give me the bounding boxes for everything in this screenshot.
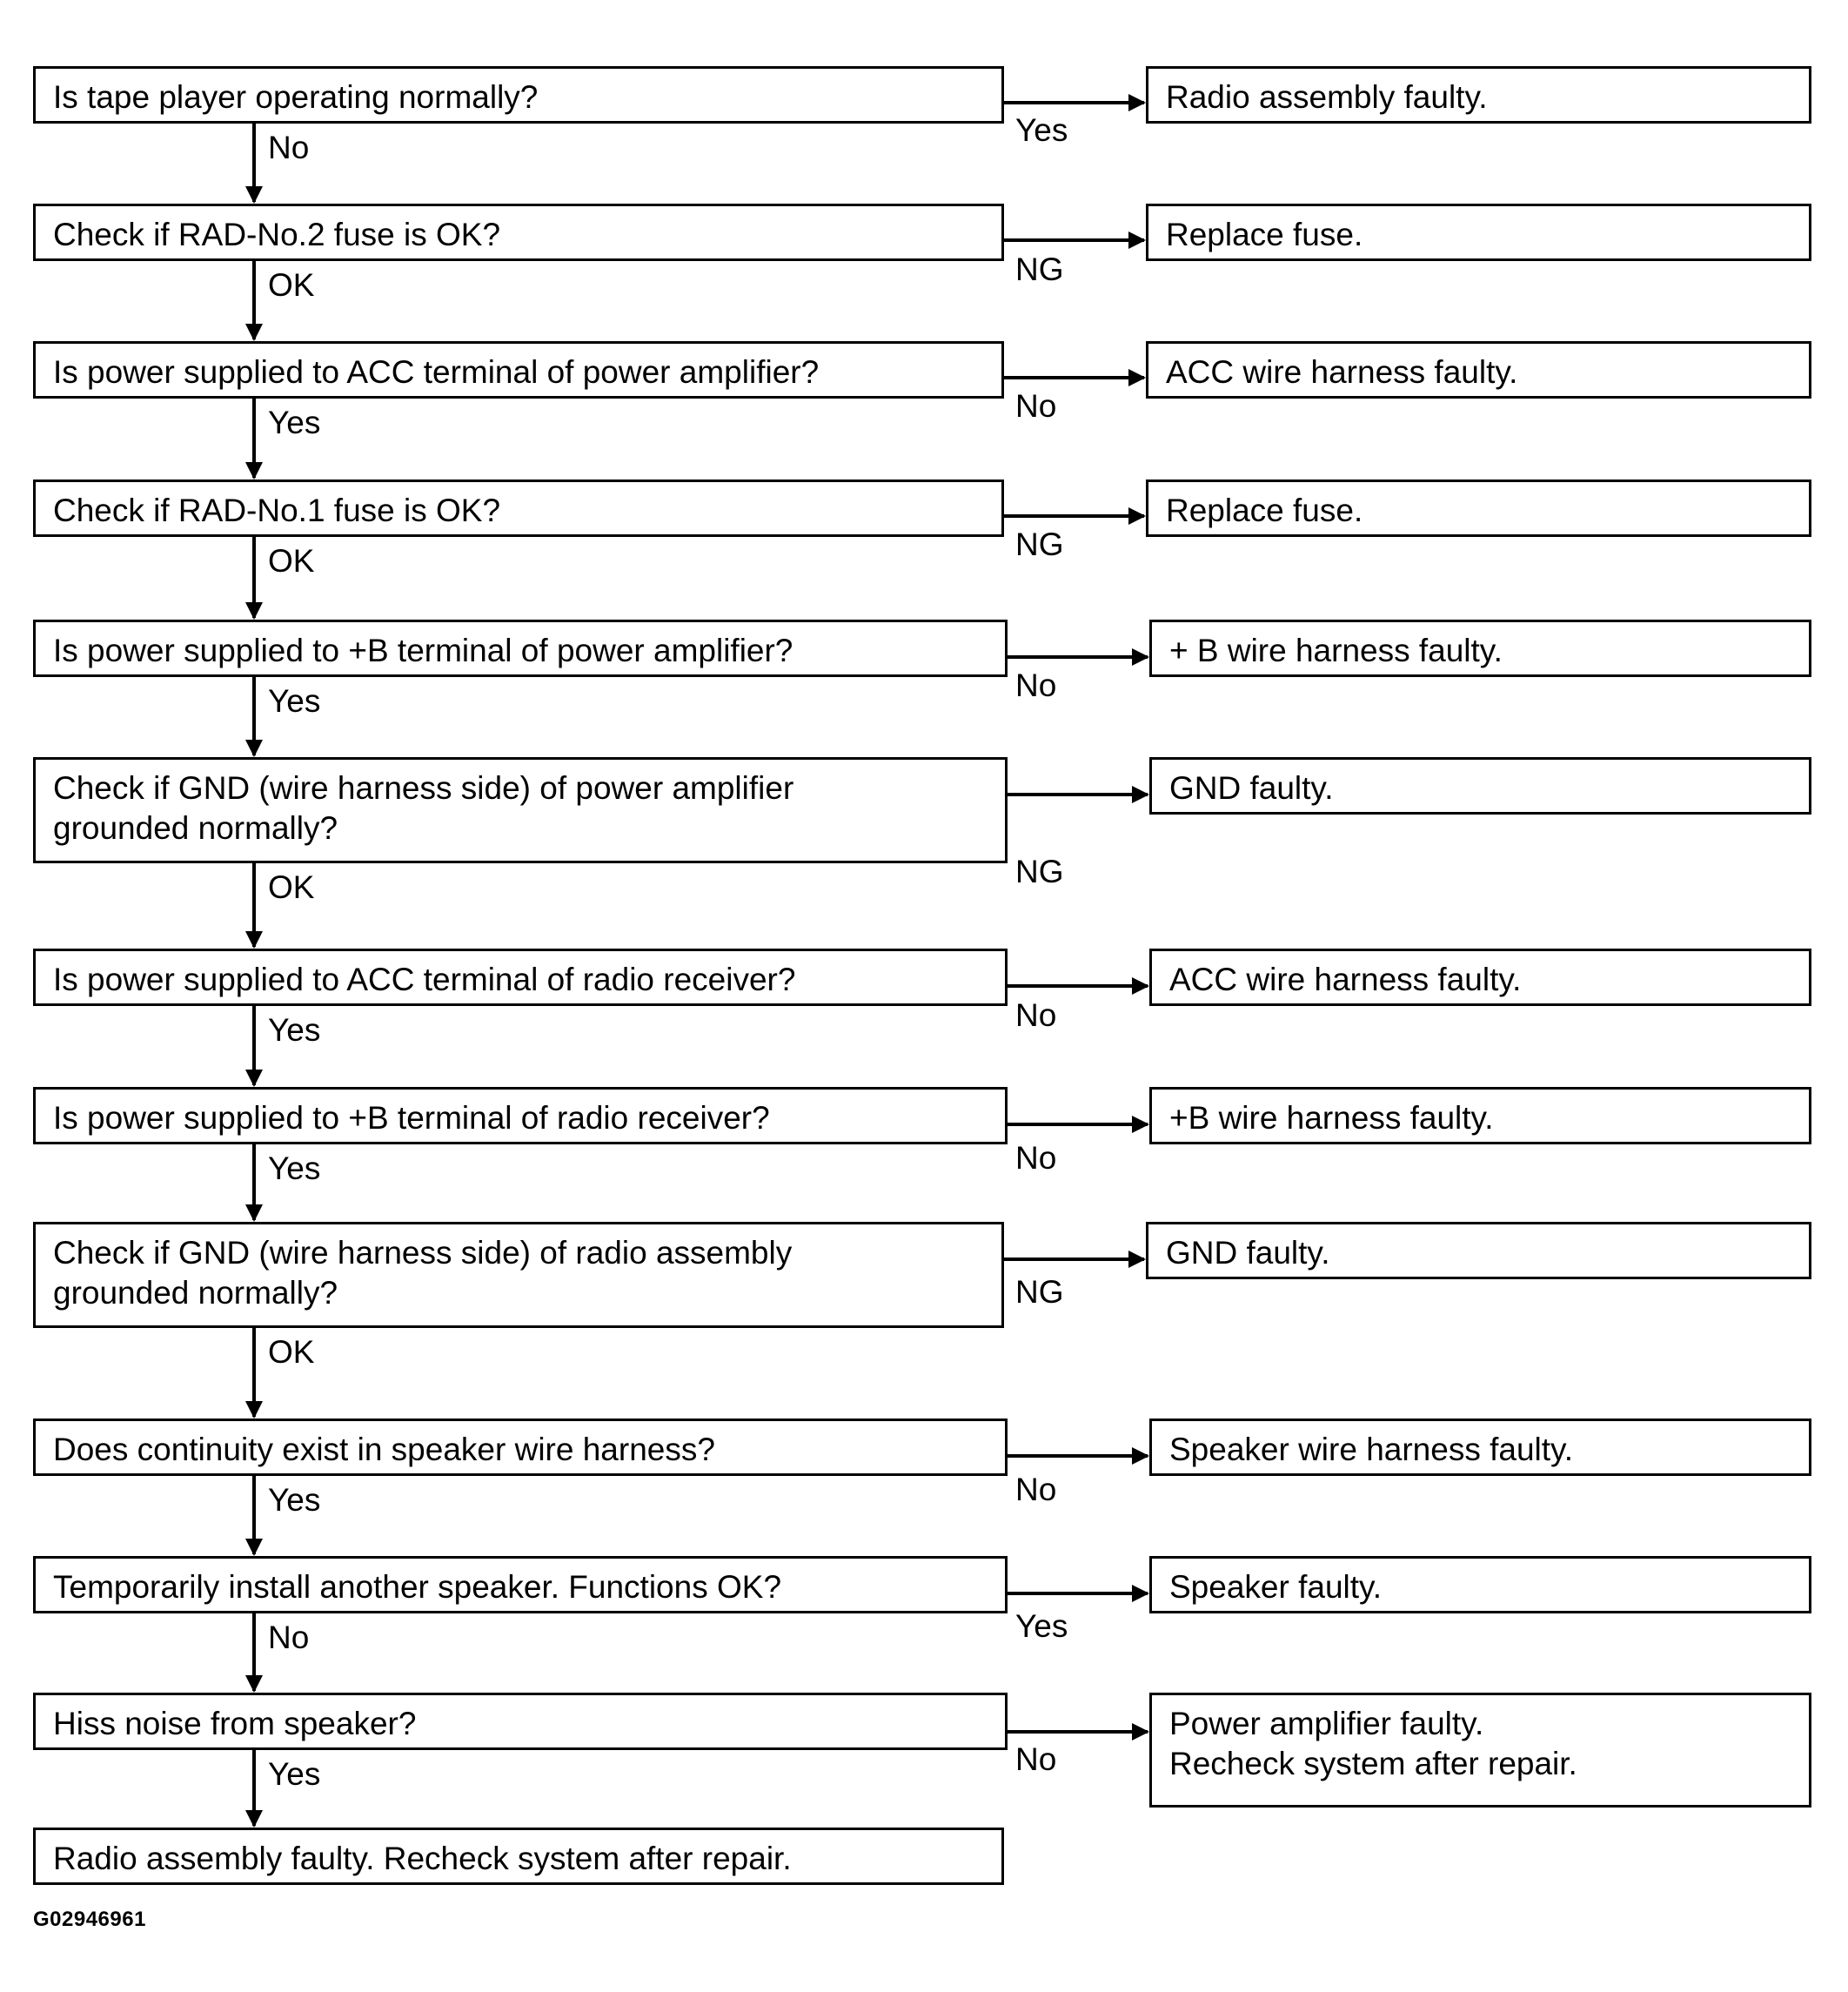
branch-label: No bbox=[1015, 667, 1057, 703]
next-label: OK bbox=[268, 1334, 315, 1370]
result-box: Replace fuse. bbox=[1146, 204, 1811, 261]
result-box: Radio assembly faulty. bbox=[1146, 66, 1811, 124]
result-box: Power amplifier faulty. Recheck system after repair. bbox=[1149, 1693, 1811, 1808]
question-box: Is power supplied to ACC terminal of power amplifier? bbox=[33, 341, 1004, 399]
question-box: Check if GND (wire harness side) of radio assembly grounded normally? bbox=[33, 1222, 1004, 1328]
result-box: + B wire harness faulty. bbox=[1149, 620, 1811, 677]
branch-label: Yes bbox=[1015, 112, 1068, 148]
branch-label: NG bbox=[1015, 527, 1064, 562]
branch-label: NG bbox=[1015, 1274, 1064, 1310]
branch-label: No bbox=[1015, 388, 1057, 424]
result-box: Replace fuse. bbox=[1146, 480, 1811, 537]
branch-label: Yes bbox=[1015, 1608, 1068, 1644]
branch-label: No bbox=[1015, 1140, 1057, 1176]
next-label: Yes bbox=[268, 1150, 321, 1186]
question-box: Does continuity exist in speaker wire harness? bbox=[33, 1419, 1008, 1476]
branch-label: No bbox=[1015, 1741, 1057, 1777]
figure-id: G02946961 bbox=[33, 1908, 146, 1931]
result-box: GND faulty. bbox=[1149, 757, 1811, 815]
branch-label: No bbox=[1015, 1472, 1057, 1507]
result-box: Speaker faulty. bbox=[1149, 1556, 1811, 1613]
next-label: Yes bbox=[268, 683, 321, 719]
next-label: OK bbox=[268, 543, 315, 579]
question-box: Temporarily install another speaker. Functions OK? bbox=[33, 1556, 1008, 1613]
next-label: No bbox=[268, 130, 310, 165]
next-label: OK bbox=[268, 267, 315, 303]
question-box: Check if RAD-No.1 fuse is OK? bbox=[33, 480, 1004, 537]
next-label: Yes bbox=[268, 1482, 321, 1518]
result-box: GND faulty. bbox=[1146, 1222, 1811, 1279]
question-box: Is power supplied to ACC terminal of radio receiver? bbox=[33, 949, 1008, 1006]
result-box: +B wire harness faulty. bbox=[1149, 1087, 1811, 1144]
branch-label: No bbox=[1015, 997, 1057, 1033]
next-label: Yes bbox=[268, 1012, 321, 1048]
next-label: No bbox=[268, 1620, 310, 1655]
question-box: Is tape player operating normally? bbox=[33, 66, 1004, 124]
result-box: ACC wire harness faulty. bbox=[1146, 341, 1811, 399]
question-box: Hiss noise from speaker? bbox=[33, 1693, 1008, 1750]
branch-label: NG bbox=[1015, 854, 1064, 889]
next-label: OK bbox=[268, 869, 315, 905]
next-label: Yes bbox=[268, 1756, 321, 1792]
question-box: Is power supplied to +B terminal of radio receiver? bbox=[33, 1087, 1008, 1144]
question-box: Check if GND (wire harness side) of power amplifier grounded normally? bbox=[33, 757, 1008, 863]
result-box: ACC wire harness faulty. bbox=[1149, 949, 1811, 1006]
question-box: Is power supplied to +B terminal of power amplifier? bbox=[33, 620, 1008, 677]
branch-label: NG bbox=[1015, 252, 1064, 287]
result-box: Speaker wire harness faulty. bbox=[1149, 1419, 1811, 1476]
question-box: Check if RAD-No.2 fuse is OK? bbox=[33, 204, 1004, 261]
final-result-box: Radio assembly faulty. Recheck system after repair. bbox=[33, 1828, 1004, 1885]
next-label: Yes bbox=[268, 405, 321, 440]
